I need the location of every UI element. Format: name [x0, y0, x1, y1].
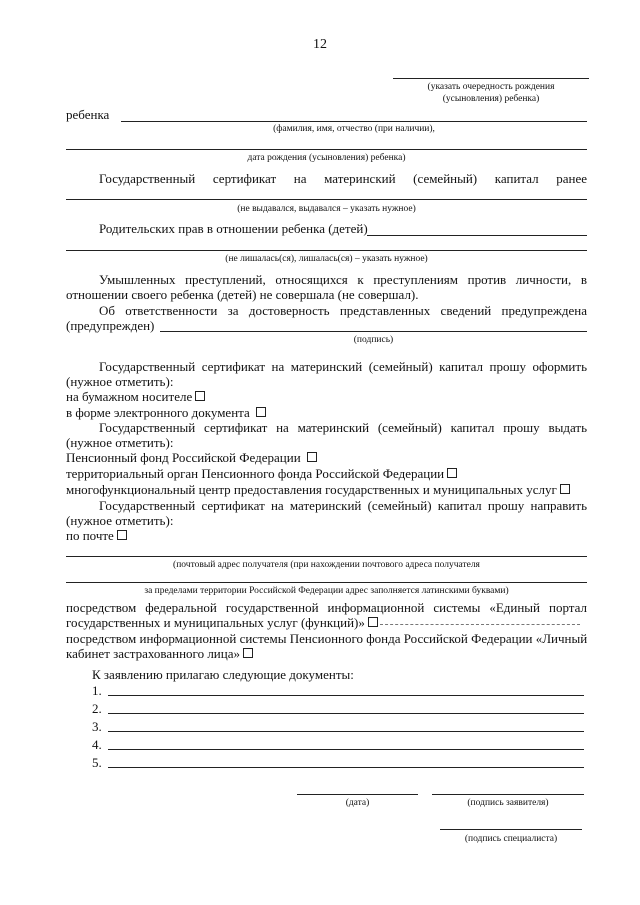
checkbox-post[interactable]	[117, 530, 127, 540]
option-pfr[interactable]	[66, 450, 317, 465]
parental-rights-line-2[interactable]	[66, 250, 587, 251]
option-territorial[interactable]	[66, 466, 457, 481]
attach-item-line-3[interactable]	[108, 731, 584, 732]
parental-rights-label: Родительских прав в отношении ребенка (детей)	[99, 221, 368, 236]
attach-item-number-3: 3.	[92, 719, 102, 734]
format-line-1: Государственный сертификат на материнский (семейный) капитал прошу оформить	[99, 359, 587, 374]
option-post-label: по почте	[66, 528, 114, 543]
checkbox-paper[interactable]	[195, 391, 205, 401]
fio-caption: (фамилия, имя, отчество (при наличии),	[273, 124, 435, 134]
birth-order-caption-2: (усыновления) ребенка)	[442, 94, 540, 104]
date-caption: (дата)	[345, 798, 370, 808]
attach-item-number-4: 4.	[92, 737, 102, 752]
option-epgu-label: государственных и муниципальных услуг (функций)»	[66, 615, 365, 630]
cert-earlier-line[interactable]	[66, 199, 587, 200]
responsibility-line-2: (предупрежден)	[66, 318, 155, 333]
birth-date-caption: дата рождения (усыновления) ребенка)	[247, 153, 406, 163]
attach-item-number-2: 2.	[92, 701, 102, 716]
issue-line-1: Государственный сертификат на материнский (семейный) капитал прошу выдать	[99, 420, 587, 435]
page-number: 12	[313, 37, 327, 52]
responsibility-signature-line[interactable]	[160, 331, 587, 332]
signature-caption: (подпись)	[353, 335, 394, 345]
child-fio-line[interactable]	[121, 121, 587, 122]
option-cabinet-label: кабинет застрахованного лица»	[66, 646, 240, 661]
option-mfc-label: многофункциональный центр предоставления государственных и муниципальных услуг	[66, 482, 557, 497]
checkbox-cabinet[interactable]	[243, 648, 253, 658]
option-paper-label: на бумажном носителе	[66, 389, 193, 404]
applicant-signature-caption: (подпись заявителя)	[467, 798, 549, 808]
birth-order-caption: (указать очередность рождения	[427, 82, 555, 92]
birth-date-line[interactable]	[66, 149, 587, 150]
checkbox-territorial[interactable]	[447, 468, 457, 478]
format-line-2: (нужное отметить):	[66, 374, 174, 389]
issue-line-2: (нужное отметить):	[66, 435, 174, 450]
attach-item-number-1: 1.	[92, 683, 102, 698]
scan-artifact	[380, 624, 580, 625]
checkbox-electronic[interactable]	[256, 407, 266, 417]
option-cabinet[interactable]	[66, 646, 253, 661]
specialist-signature-caption: (подпись специалиста)	[464, 834, 558, 844]
send-line-2: (нужное отметить):	[66, 513, 174, 528]
option-paper[interactable]	[66, 389, 205, 404]
postal-caption-1: (почтовый адрес получателя (при нахождении почтового адреса получателя	[173, 560, 480, 570]
crimes-line-1: Умышленных преступлений, относящихся к преступлениям против личности, в	[99, 272, 587, 287]
postal-address-line-2[interactable]	[66, 582, 587, 583]
option-mfc[interactable]	[66, 482, 570, 497]
option-electronic[interactable]	[66, 405, 266, 420]
option-post[interactable]	[66, 528, 127, 543]
option-cabinet-line-1: посредством информационной системы Пенсионного фонда Российской Федерации «Личный	[66, 631, 588, 646]
attach-item-line-2[interactable]	[108, 713, 584, 714]
attach-item-number-5: 5.	[92, 755, 102, 770]
option-epgu[interactable]	[66, 615, 378, 630]
applicant-signature-line[interactable]	[432, 794, 584, 795]
postal-address-line-1[interactable]	[66, 556, 587, 557]
crimes-line-2: отношении своего ребенка (детей) не совершала (не совершал).	[66, 287, 419, 302]
option-electronic-label: в форме электронного документа	[66, 405, 250, 420]
option-pfr-label: Пенсионный фонд Российской Федерации	[66, 450, 301, 465]
date-line[interactable]	[297, 794, 418, 795]
checkbox-mfc[interactable]	[560, 484, 570, 494]
cert-issued-caption: (не выдавался, выдавался – указать нужное)	[237, 204, 416, 214]
checkbox-pfr[interactable]	[307, 452, 317, 462]
attach-heading: К заявлению прилагаю следующие документы:	[92, 667, 354, 682]
option-epgu-line-1: посредством федеральной государственной информационной системы «Единый портал	[66, 600, 587, 615]
parental-rights-line-1[interactable]	[367, 235, 587, 236]
send-line-1: Государственный сертификат на материнский (семейный) капитал прошу направить	[99, 498, 587, 513]
checkbox-epgu[interactable]	[368, 617, 378, 627]
postal-caption-2: за пределами территории Российской Федерации адрес заполняется латинскими буквами)	[144, 586, 509, 596]
responsibility-line-1: Об ответственности за достоверность представленных сведений предупреждена	[99, 303, 587, 318]
parental-rights-caption: (не лишалась(ся), лишалась(ся) – указать нужное)	[225, 254, 428, 264]
option-territorial-label: территориальный орган Пенсионного фонда Российской Федерации	[66, 466, 445, 481]
cert-earlier-text: Государственный сертификат на материнский (семейный) капитал ранее	[99, 171, 587, 186]
attach-item-line-4[interactable]	[108, 749, 584, 750]
birth-order-line	[393, 78, 589, 79]
attach-item-line-1[interactable]	[108, 695, 584, 696]
specialist-signature-line[interactable]	[440, 829, 582, 830]
attach-item-line-5[interactable]	[108, 767, 584, 768]
child-label: ребенка	[66, 107, 110, 122]
